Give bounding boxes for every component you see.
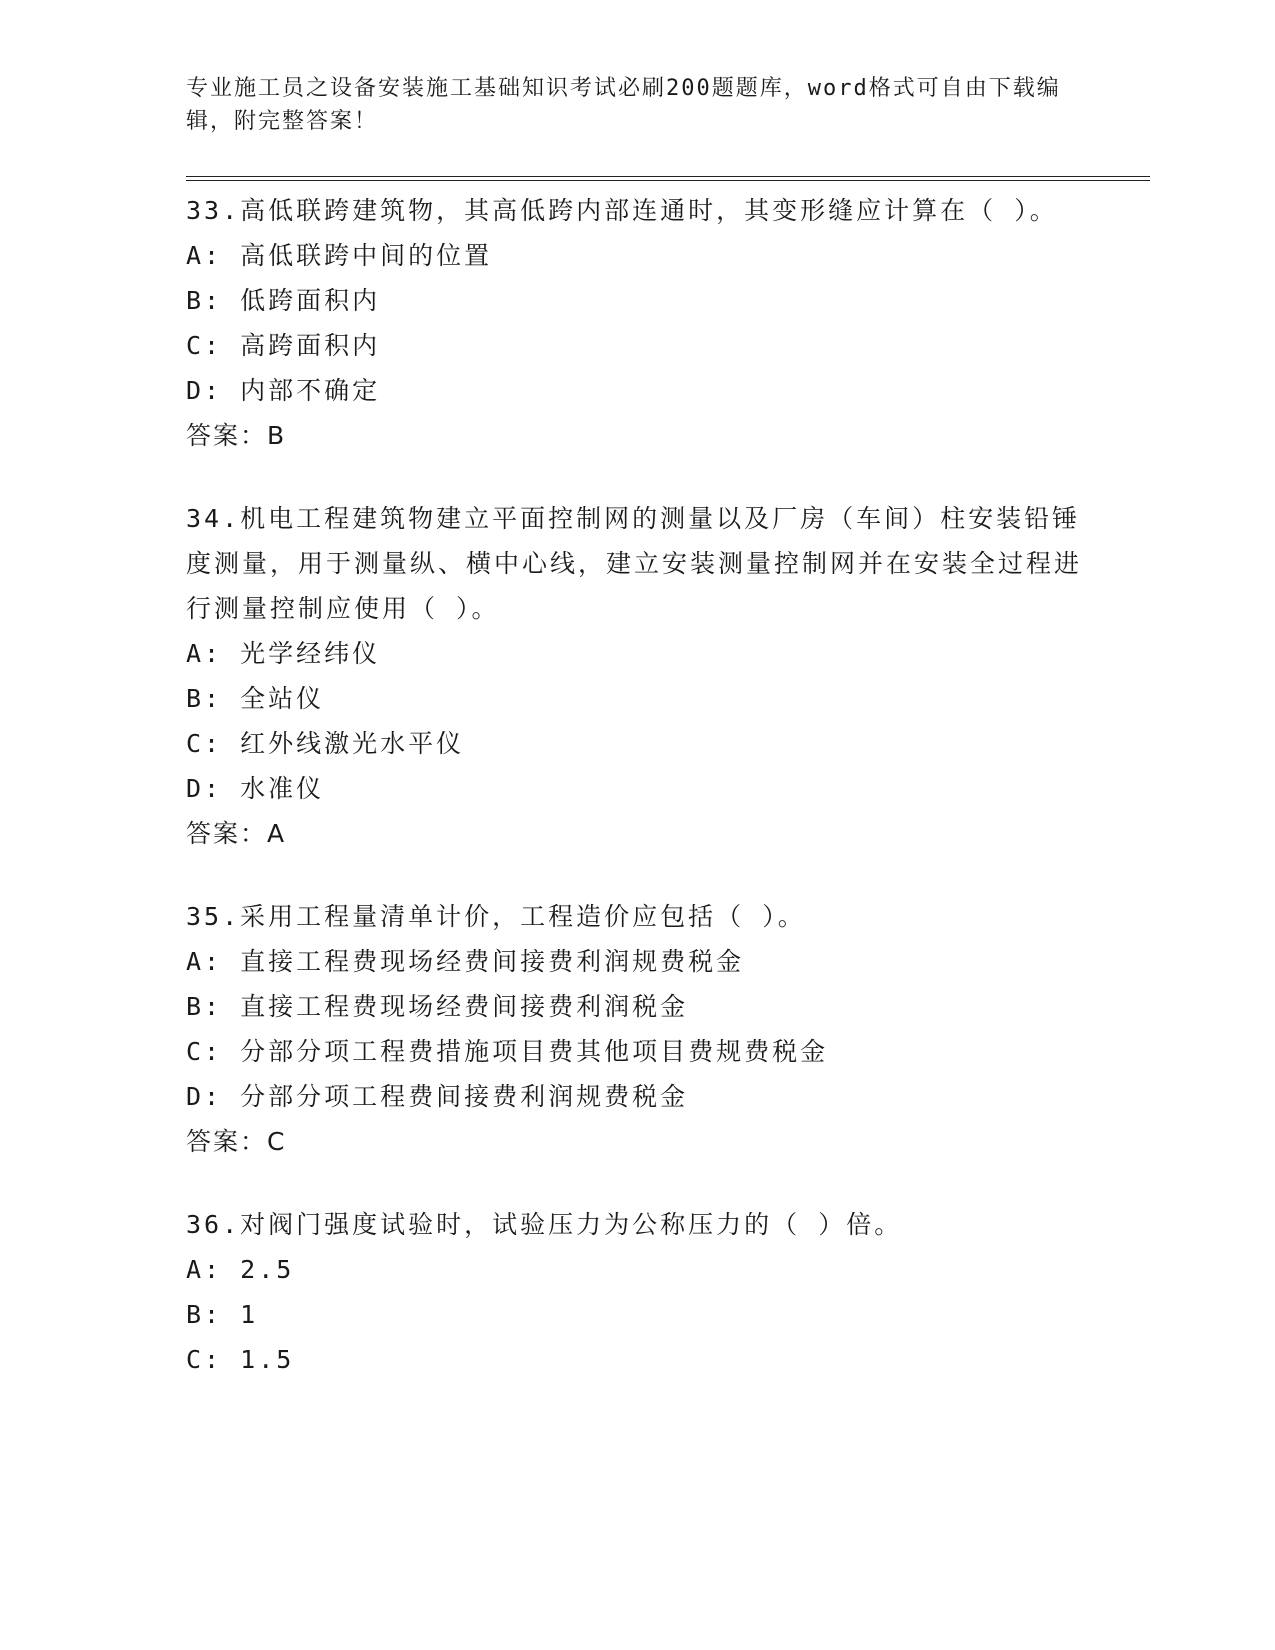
answer-label: 答案： xyxy=(186,421,268,450)
document-title: 专业施工员之设备安装施工基础知识考试必刷200题题库，word格式可自由下载编辑，附完整答案！ xyxy=(186,76,1061,134)
answer-line xyxy=(186,1119,1086,1164)
document-header xyxy=(186,72,1066,138)
answer-line xyxy=(186,413,1086,458)
answer-value: B xyxy=(267,421,287,450)
option-d: D: 内部不确定 xyxy=(186,376,381,405)
option-b: B: 全站仪 xyxy=(186,684,325,713)
option-b: B: 1 xyxy=(186,1300,259,1329)
answer-label: 答案： xyxy=(186,819,268,848)
question-33 xyxy=(186,188,1086,458)
header-divider xyxy=(186,176,1150,181)
question-stem: 36.对阀门强度试验时，试验压力为公称压力的（ ）倍。 xyxy=(186,1210,903,1239)
question-stem: 34.机电工程建筑物建立平面控制网的测量以及厂房（车间）柱安装铅锤度测量，用于测量纵、横中心线，建立安装测量控制网并在安装全过程进行测量控制应使用（ ）。 xyxy=(186,504,1083,623)
question-stem: 33.高低联跨建筑物，其高低跨内部连通时，其变形缝应计算在（ ）。 xyxy=(186,196,1058,225)
option-a: A: 高低联跨中间的位置 xyxy=(186,241,493,270)
question-35 xyxy=(186,894,1086,1164)
option-a: A: 直接工程费现场经费间接费利润规费税金 xyxy=(186,947,745,976)
option-b: B: 低跨面积内 xyxy=(186,286,381,315)
option-c: C: 分部分项工程费措施项目费其他项目费规费税金 xyxy=(186,1037,829,1066)
answer-value: A xyxy=(267,819,287,848)
question-36 xyxy=(186,1202,1086,1382)
option-c: C: 红外线激光水平仪 xyxy=(186,729,465,758)
option-a: A: 光学经纬仪 xyxy=(186,639,381,668)
answer-label: 答案： xyxy=(186,1127,268,1156)
question-34 xyxy=(186,496,1086,856)
option-d: D: 水准仪 xyxy=(186,774,325,803)
option-a: A: 2.5 xyxy=(186,1255,295,1284)
option-c: C: 1.5 xyxy=(186,1345,295,1374)
answer-line xyxy=(186,811,1086,856)
option-b: B: 直接工程费现场经费间接费利润税金 xyxy=(186,992,689,1021)
question-list xyxy=(186,188,1086,1420)
option-d: D: 分部分项工程费间接费利润规费税金 xyxy=(186,1082,689,1111)
question-stem: 35.采用工程量清单计价，工程造价应包括（ ）。 xyxy=(186,902,806,931)
answer-value: C xyxy=(267,1127,287,1156)
option-c: C: 高跨面积内 xyxy=(186,331,381,360)
